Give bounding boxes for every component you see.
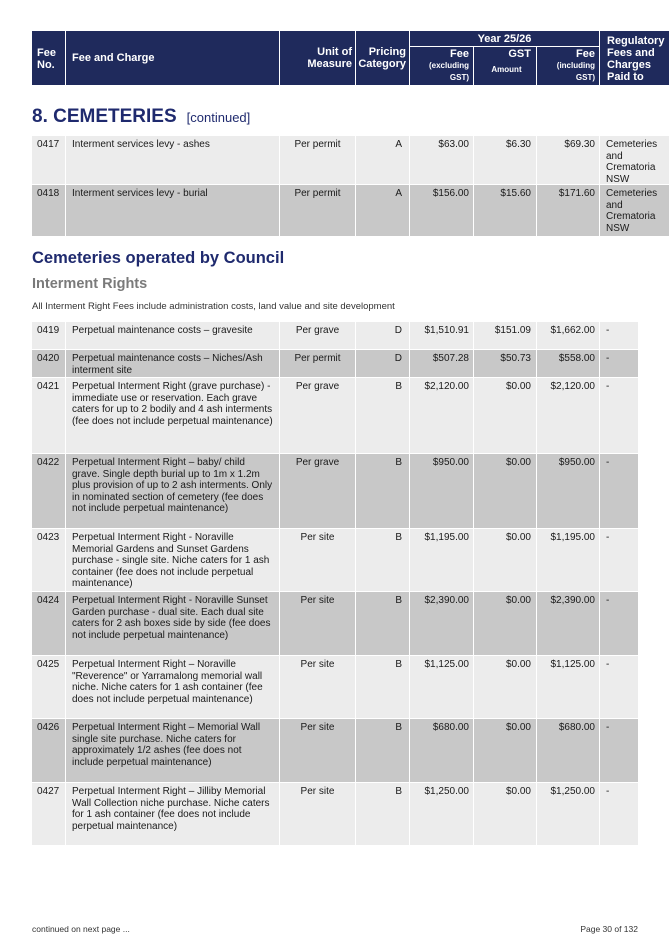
unit-of-measure: Per grave xyxy=(280,322,355,349)
fee-excl-gst: $1,250.00 xyxy=(410,783,473,845)
fee-description: Perpetual Interment Right – baby/ child grave. Single depth burial up to 1m x 1.2m plus provision of up to 2 ash interments. Only in nominated section of cemetery (fee does not include perpetual maintenance) xyxy=(66,454,279,528)
unit-of-measure: Per site xyxy=(280,719,355,782)
fee-number: 0417 xyxy=(32,136,65,184)
gst-amount: $0.00 xyxy=(474,454,536,528)
fee-excl-gst: $1,125.00 xyxy=(410,656,473,718)
unit-of-measure: Per site xyxy=(280,529,355,591)
header-unit xyxy=(280,31,355,85)
regulatory-paid-to: Cemeteries and Crematoria NSW xyxy=(600,136,669,184)
fee-description: Perpetual Interment Right – Jilliby Memorial Wall Collection niche purchase. Niche caters for 1 ash container (fee does not include perpetual maintenance) xyxy=(66,783,279,845)
fee-excl-gst: $2,120.00 xyxy=(410,378,473,453)
header-text: Measure xyxy=(307,58,352,70)
fee-incl-gst: $69.30 xyxy=(537,136,599,184)
fee-description: Interment services levy - burial xyxy=(66,185,279,236)
table-row xyxy=(32,656,638,718)
pricing-category: A xyxy=(356,136,409,184)
header-text: Amount xyxy=(491,65,522,74)
header-text: No. xyxy=(37,59,55,71)
fee-description: Perpetual maintenance costs – gravesite xyxy=(66,322,279,349)
regulatory-paid-to: Cemeteries and Crematoria NSW xyxy=(600,185,669,236)
gst-amount: $50.73 xyxy=(474,350,536,377)
header-text: Category xyxy=(358,58,406,70)
header-text: GST) xyxy=(449,73,469,82)
pricing-category: D xyxy=(356,322,409,349)
gst-amount: $0.00 xyxy=(474,656,536,718)
pricing-category: B xyxy=(356,656,409,718)
fee-number: 0421 xyxy=(32,378,65,453)
fee-excl-gst: $507.28 xyxy=(410,350,473,377)
table-row xyxy=(32,350,638,377)
table-row xyxy=(32,136,658,185)
table-row xyxy=(32,185,658,236)
header-text: Fee and Charge xyxy=(72,52,155,64)
gst-amount: $0.00 xyxy=(474,719,536,782)
fee-number: 0427 xyxy=(32,783,65,845)
pricing-category: B xyxy=(356,783,409,845)
fee-incl-gst: $1,250.00 xyxy=(537,783,599,845)
header-text: Charges xyxy=(607,59,652,71)
table-header xyxy=(32,31,665,85)
fee-description: Perpetual Interment Right – Noraville "Reverence" or Yarramalong memorial wall niche. Niche caters for 1 ash container (fee does not include perpetual maintenance) xyxy=(66,656,279,718)
gst-amount: $0.00 xyxy=(474,378,536,453)
page-number: Page 30 of 132 xyxy=(580,924,638,934)
subsection-title: Cemeteries operated by Council xyxy=(32,249,285,267)
header-fee-excl xyxy=(410,47,473,85)
table-row xyxy=(32,322,638,349)
pricing-category: A xyxy=(356,185,409,236)
unit-of-measure: Per grave xyxy=(280,454,355,528)
pricing-category: B xyxy=(356,592,409,655)
regulatory-paid-to: - xyxy=(600,592,638,655)
header-text: Fee xyxy=(37,47,56,59)
unit-of-measure: Per site xyxy=(280,656,355,718)
unit-of-measure: Per site xyxy=(280,592,355,655)
section-title xyxy=(32,106,250,128)
header-text: Fee xyxy=(576,48,595,60)
section-title-text: 8. CEMETERIES xyxy=(32,106,177,127)
pricing-category: B xyxy=(356,529,409,591)
fee-excl-gst: $2,390.00 xyxy=(410,592,473,655)
fee-incl-gst: $2,390.00 xyxy=(537,592,599,655)
unit-of-measure: Per permit xyxy=(280,350,355,377)
header-text: Pricing xyxy=(368,46,406,58)
unit-of-measure: Per site xyxy=(280,783,355,845)
fee-incl-gst: $680.00 xyxy=(537,719,599,782)
regulatory-paid-to: - xyxy=(600,350,638,377)
regulatory-paid-to: - xyxy=(600,529,638,591)
fee-number: 0422 xyxy=(32,454,65,528)
fee-excl-gst: $1,195.00 xyxy=(410,529,473,591)
pricing-category: D xyxy=(356,350,409,377)
fee-incl-gst: $558.00 xyxy=(537,350,599,377)
header-text: (including xyxy=(556,61,595,70)
regulatory-paid-to: - xyxy=(600,783,638,845)
table-row xyxy=(32,454,638,528)
unit-of-measure: Per grave xyxy=(280,378,355,453)
header-fee-incl xyxy=(537,47,599,85)
header-regulatory xyxy=(600,31,669,85)
gst-amount: $151.09 xyxy=(474,322,536,349)
table-row xyxy=(32,378,638,453)
fee-excl-gst: $680.00 xyxy=(410,719,473,782)
header-fee-no xyxy=(32,31,65,85)
fee-number: 0420 xyxy=(32,350,65,377)
fee-number: 0423 xyxy=(32,529,65,591)
fee-incl-gst: $1,125.00 xyxy=(537,656,599,718)
subsubsection-title: Interment Rights xyxy=(32,276,148,292)
fee-description: Interment services levy - ashes xyxy=(66,136,279,184)
continued-label: [continued] xyxy=(186,110,251,125)
fee-description: Perpetual maintenance costs – Niches/Ash interment site xyxy=(66,350,279,377)
pricing-category: B xyxy=(356,454,409,528)
unit-of-measure: Per permit xyxy=(280,136,355,184)
header-text: GST) xyxy=(575,73,595,82)
regulatory-paid-to: - xyxy=(600,656,638,718)
header-text: Fee xyxy=(450,48,469,60)
fee-excl-gst: $1,510.91 xyxy=(410,322,473,349)
gst-amount: $0.00 xyxy=(474,592,536,655)
gst-amount: $0.00 xyxy=(474,529,536,591)
fee-excl-gst: $156.00 xyxy=(410,185,473,236)
header-text: (excluding xyxy=(428,61,469,70)
gst-amount: $0.00 xyxy=(474,783,536,845)
pricing-category: B xyxy=(356,719,409,782)
header-year xyxy=(410,31,599,46)
header-gst xyxy=(474,47,536,85)
header-text: GST xyxy=(508,48,531,60)
fee-number: 0425 xyxy=(32,656,65,718)
fee-excl-gst: $63.00 xyxy=(410,136,473,184)
fee-number: 0426 xyxy=(32,719,65,782)
header-text: Paid to xyxy=(607,71,644,83)
regulatory-paid-to: - xyxy=(600,322,638,349)
fee-incl-gst: $950.00 xyxy=(537,454,599,528)
regulatory-paid-to: - xyxy=(600,719,638,782)
unit-of-measure: Per permit xyxy=(280,185,355,236)
gst-amount: $6.30 xyxy=(474,136,536,184)
header-fee-and-charge xyxy=(66,31,279,85)
table-row xyxy=(32,529,638,591)
header-text: Unit of xyxy=(317,46,352,58)
regulatory-paid-to: - xyxy=(600,454,638,528)
fee-number: 0419 xyxy=(32,322,65,349)
fee-number: 0424 xyxy=(32,592,65,655)
header-text: Fees and xyxy=(607,47,655,59)
fee-excl-gst: $950.00 xyxy=(410,454,473,528)
table-row xyxy=(32,783,638,845)
regulatory-paid-to: - xyxy=(600,378,638,453)
header-text: Regulatory xyxy=(607,35,665,47)
fee-incl-gst: $1,662.00 xyxy=(537,322,599,349)
interment-note: All Interment Right Fees include administration costs, land value and site development xyxy=(32,301,395,312)
table-row xyxy=(32,592,638,655)
fee-description: Perpetual Interment Right - Noraville Memorial Gardens and Sunset Gardens purchase - single site. Niche caters for 1 ash container (fee does not include perpetual maintenance) xyxy=(66,529,279,591)
table-row xyxy=(32,719,638,782)
fee-number: 0418 xyxy=(32,185,65,236)
header-pricing xyxy=(356,31,409,85)
gst-amount: $15.60 xyxy=(474,185,536,236)
continued-footer: continued on next page ... xyxy=(32,924,130,934)
fee-incl-gst: $1,195.00 xyxy=(537,529,599,591)
header-text: Year 25/26 xyxy=(477,33,532,45)
fee-description: Perpetual Interment Right (grave purchase) - immediate use or reservation. Each grave caters for up to 2 bodily and 4 ash interments (fee does not include perpetual maintenance) xyxy=(66,378,279,453)
fee-description: Perpetual Interment Right – Memorial Wall single site purchase. Niche caters for approximately 1/2 ashes (fee does not include perpetual maintenance) xyxy=(66,719,279,782)
fee-incl-gst: $171.60 xyxy=(537,185,599,236)
fee-description: Perpetual Interment Right - Noraville Sunset Garden purchase - dual site. Each dual site caters for 2 ash boxes side by side (fee does not include perpetual maintenance) xyxy=(66,592,279,655)
pricing-category: B xyxy=(356,378,409,453)
fee-incl-gst: $2,120.00 xyxy=(537,378,599,453)
